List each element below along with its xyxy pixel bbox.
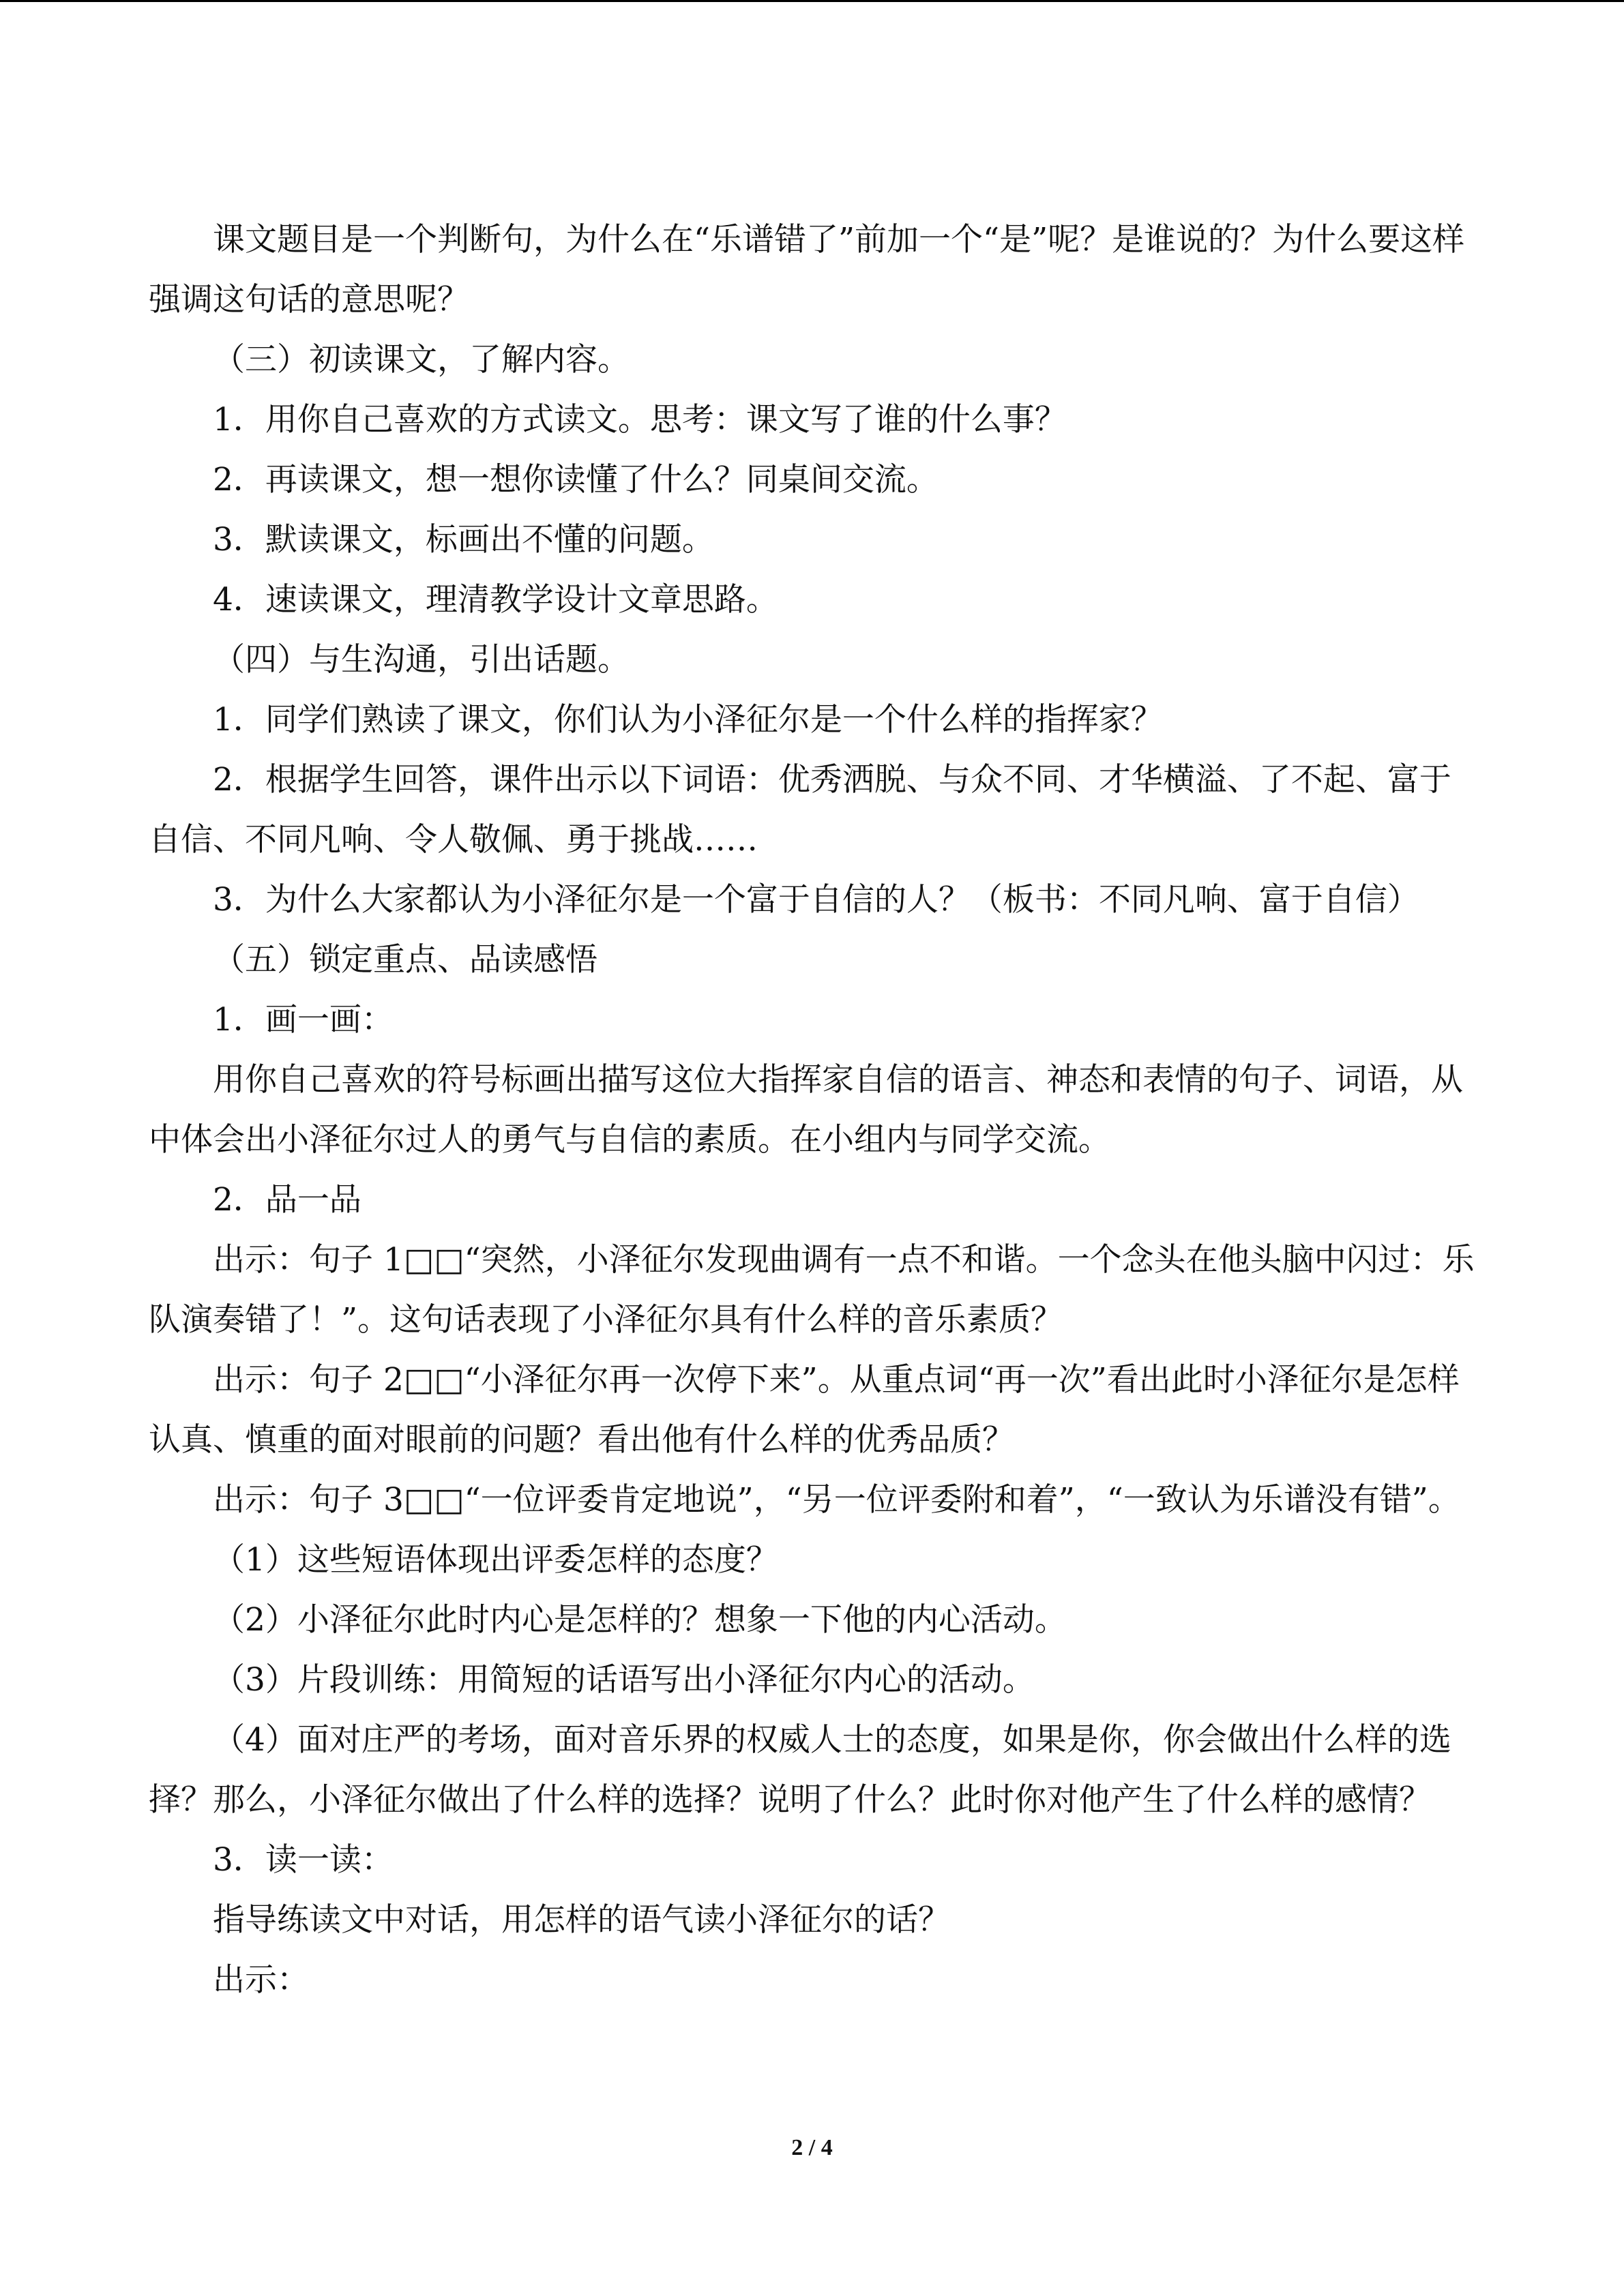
document-body: [149, 210, 1475, 2010]
list-item: （1）这些短语体现出评委怎样的态度？: [213, 1541, 778, 1579]
list-item: （2）小泽征尔此时内心是怎样的？想象一下他的内心活动。: [213, 1601, 1067, 1639]
list-item: 1．同学们熟读了课文，你们认为小泽征尔是一个什么样的指挥家？: [213, 701, 1163, 739]
list-item: 2．品一品: [213, 1181, 361, 1219]
paragraph: 出示：句子 1□□“突然，小泽征尔发现曲调有一点不和谐。一个念头在他头脑中闪过：乐队演奏错了！”。这句话表现了小泽征尔具有什么样的音乐素质？: [149, 1241, 1475, 1339]
section-heading: （五）锁定重点、品读感悟: [213, 941, 597, 979]
list-item: （3）片段训练：用简短的话语写出小泽征尔内心的活动。: [213, 1661, 1035, 1699]
paragraph: 指导练读文中对话，用怎样的语气读小泽征尔的话？: [213, 1901, 950, 1939]
paragraph: 课文题目是一个判断句，为什么在“乐谱错了”前加一个“是”呢？是谁说的？为什么要这样强调这句话的意思呢？: [149, 221, 1465, 318]
list-item: 1．画一画：: [213, 1001, 394, 1039]
list-item: 2．根据学生回答，课件出示以下词语：优秀洒脱、与众不同、才华横溢、了不起、富于自信、不同凡响、令人敬佩、勇于挑战……: [149, 761, 1451, 859]
section-heading: （三）初读课文，了解内容。: [213, 341, 630, 378]
list-item: 1．用你自己喜欢的方式读文。思考：课文写了谁的什么事？: [213, 401, 1067, 438]
paragraph: 用你自己喜欢的符号标画出描写这位大指挥家自信的语言、神态和表情的句子、词语，从中体会出小泽征尔过人的勇气与自信的素质。在小组内与同学交流。: [149, 1061, 1463, 1159]
section-heading: （四）与生沟通，引出话题。: [213, 641, 630, 679]
list-item: （4）面对庄严的考场，面对音乐界的权威人士的态度，如果是你，你会做出什么样的选择？那么，小泽征尔做出了什么样的选择？说明了什么？此时你对他产生了什么样的感情？: [149, 1721, 1451, 1819]
list-item: 2．再读课文，想一想你读懂了什么？同桌间交流。: [213, 461, 939, 498]
list-item: 3．读一读：: [213, 1841, 394, 1879]
list-item: 3．为什么大家都认为小泽征尔是一个富于自信的人？（板书：不同凡响、富于自信）: [213, 881, 1419, 919]
paragraph: 出示：: [213, 1961, 309, 1999]
page-number: 2 / 4: [791, 2135, 833, 2160]
paragraph: 出示：句子 3□□“一位评委肯定地说”，“另一位评委附和着”，“一致认为乐谱没有错”。: [213, 1481, 1460, 1519]
list-item: 3．默读课文，标画出不懂的问题。: [213, 521, 714, 558]
paragraph: 出示：句子 2□□“小泽征尔再一次停下来”。从重点词“再一次”看出此时小泽征尔是怎样认真、慎重的面对眼前的问题？看出他有什么样的优秀品质？: [149, 1361, 1460, 1459]
list-item: 4．速读课文，理清教学设计文章思路。: [213, 581, 778, 618]
